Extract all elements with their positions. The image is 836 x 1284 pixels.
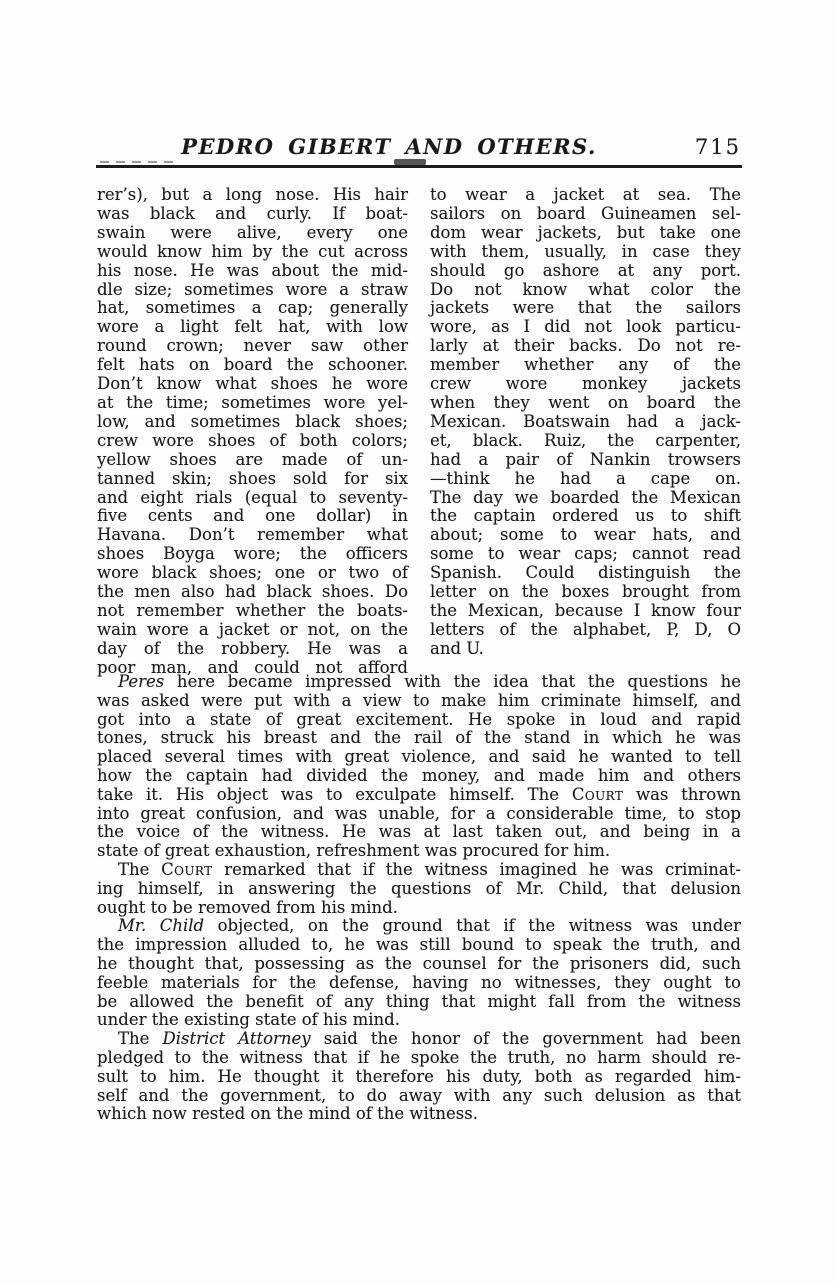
text-line — [430, 564, 741, 583]
text-line — [430, 413, 741, 432]
text-run: had a pair of Nankin trowsers — [430, 449, 741, 469]
text-run: feeble materials for the defense, having no witnesses, they ought to — [97, 972, 741, 992]
text-line — [97, 955, 741, 974]
text-run: tanned skin; shoes sold for six — [97, 468, 408, 488]
text-run: the Mexican, because I know four — [430, 600, 741, 620]
italic-text: District Attorney — [162, 1029, 311, 1049]
text-run: letter on the boxes brought from — [430, 582, 741, 602]
text-run: The — [118, 859, 162, 879]
text-run: would know him by the cut across — [97, 241, 408, 261]
text-line — [97, 583, 408, 602]
text-line — [97, 318, 408, 337]
text-line — [97, 974, 741, 993]
text-run: sailors on board Guineamen sel- — [430, 203, 741, 223]
text-run: sult to him. He thought it therefore his duty, both as regarded him- — [97, 1066, 741, 1086]
text-run: take it. His object was to exculpate himself. The — [97, 784, 572, 804]
text-line — [97, 262, 408, 281]
text-run: member whether any of the — [430, 355, 741, 375]
text-run: tones, struck his breast and the rail of the stand in which he was — [97, 728, 741, 748]
italic-text: Peres — [118, 672, 165, 691]
text-line — [430, 602, 741, 621]
text-run: pledged to the witness that if he spoke the truth, no harm should re- — [97, 1047, 741, 1067]
text-line — [97, 356, 408, 375]
text-run: how the captain had divided the money, and made him and others — [97, 765, 741, 785]
text-run: remarked that if the witness imagined he was criminat- — [212, 859, 741, 879]
text-run: got into a state of great excitement. He spoke in loud and rapid — [97, 709, 741, 729]
text-run: he thought that, possessing as the counsel for the prisoners did, such — [97, 953, 741, 973]
text-run: which now rested on the mind of the witness. — [97, 1104, 478, 1124]
body-paragraphs — [97, 673, 741, 1124]
text-run: wore, as I did not look particu- — [430, 317, 741, 337]
text-line — [430, 262, 741, 281]
smallcaps-text: Court — [571, 784, 624, 804]
header-rule — [96, 165, 742, 168]
text-line — [97, 564, 408, 583]
text-run: placed several times with great violence, and said he wanted to tell — [97, 747, 741, 767]
text-line — [430, 299, 741, 318]
text-run: self and the government, to do away with any such delusion as that — [97, 1085, 741, 1105]
text-run: his nose. He was about the mid- — [97, 260, 408, 280]
text-run: objected, on the ground that if the witness was under — [204, 916, 741, 936]
text-run: should go ashore at any port. — [430, 260, 741, 280]
text-run: Spanish. Could distinguish the — [430, 563, 741, 583]
text-run: under the existing state of his mind. — [97, 1010, 400, 1030]
text-line — [97, 748, 741, 767]
text-line — [97, 1068, 741, 1087]
text-run: some to wear caps; cannot read — [430, 544, 741, 564]
text-line — [97, 602, 408, 621]
text-line — [97, 451, 408, 470]
smallcaps-text: Court — [161, 859, 213, 879]
page-header — [97, 134, 741, 160]
text-line — [97, 1030, 741, 1049]
text-line — [97, 1105, 741, 1124]
text-run: poor man, and could not afford — [97, 657, 408, 677]
text-line — [97, 786, 741, 805]
text-line — [430, 526, 741, 545]
text-line — [97, 621, 408, 640]
text-line — [97, 375, 408, 394]
text-run: and eight rials (equal to seventy- — [97, 487, 408, 507]
text-run: was thrown — [623, 784, 741, 804]
text-run: —think he had a cape on. — [430, 468, 741, 488]
text-run: rer’s), but a long nose. His hair — [97, 185, 408, 204]
text-run: wain wore a jacket or not, on the — [97, 619, 408, 639]
text-run: crew wore monkey jackets — [430, 374, 741, 394]
text-line — [97, 805, 741, 824]
text-line — [430, 281, 741, 300]
text-run: to wear a jacket at sea. The — [430, 185, 741, 204]
text-line — [430, 318, 741, 337]
text-run: letters of the alphabet, P, D, O — [430, 619, 741, 639]
text-run: swain were alive, every one — [97, 222, 408, 242]
text-run: day of the robbery. He was a — [97, 638, 408, 658]
paragraph — [97, 917, 741, 1030]
text-line — [97, 243, 408, 262]
text-run: about; some to wear hats, and — [430, 525, 741, 545]
text-run: hat, sometimes a cap; generally — [97, 298, 408, 318]
text-run: with them, usually, in case they — [430, 241, 741, 261]
text-run: Do not know what color the — [430, 279, 741, 299]
text-run: dle size; sometimes wore a straw — [97, 279, 408, 299]
text-run: Havana. Don’t remember what — [97, 525, 408, 545]
text-line — [97, 526, 408, 545]
text-run: into great confusion, and was unable, for a considerable time, to stop — [97, 803, 741, 823]
paragraph — [97, 673, 741, 861]
text-line — [97, 224, 408, 243]
text-run: larly at their backs. Do not re- — [430, 336, 741, 356]
paragraph — [97, 861, 741, 917]
page-number: 715 — [694, 135, 741, 159]
text-line — [430, 451, 741, 470]
italic-text: Mr. Child — [118, 916, 205, 936]
text-line — [97, 692, 741, 711]
text-run: ought to be removed from his mind. — [97, 897, 398, 917]
text-line — [97, 936, 741, 955]
text-run: The day we boarded the Mexican — [430, 487, 741, 507]
text-line — [97, 711, 741, 730]
text-run: and U. — [430, 638, 484, 658]
text-line — [430, 640, 741, 659]
text-run: The — [118, 1029, 163, 1049]
paragraph — [97, 1030, 741, 1124]
text-line — [97, 489, 408, 508]
text-run: five cents and one dollar) in — [97, 506, 408, 526]
text-line — [430, 470, 741, 489]
text-line — [97, 673, 741, 692]
text-line — [97, 899, 741, 918]
text-line — [430, 205, 741, 224]
text-line — [430, 507, 741, 526]
text-line — [97, 842, 741, 861]
text-line — [97, 917, 741, 936]
left-column — [97, 186, 408, 678]
right-column — [430, 186, 741, 678]
text-run: Don’t know what shoes he wore — [97, 374, 408, 394]
text-line — [97, 186, 408, 205]
rule-ink-artifact — [100, 161, 180, 163]
text-run: et, black. Ruiz, the carpenter, — [430, 430, 741, 450]
text-line — [97, 767, 741, 786]
text-run: crew wore shoes of both colors; — [97, 430, 408, 450]
text-run: not remember whether the boats- — [97, 600, 408, 620]
text-run: wore a light felt hat, with low — [97, 317, 408, 337]
text-run: when they went on board the — [430, 392, 741, 412]
text-line — [430, 186, 741, 205]
text-run: the voice of the witness. He was at last taken out, and being in a — [97, 822, 741, 842]
text-line — [430, 375, 741, 394]
text-run: the impression alluded to, he was still bound to speak the truth, and — [97, 935, 741, 955]
text-run: the men also had black shoes. Do — [97, 582, 408, 602]
text-line — [430, 583, 741, 602]
text-line — [97, 432, 408, 451]
text-line — [97, 281, 408, 300]
text-line — [97, 507, 408, 526]
text-line — [430, 432, 741, 451]
text-run: state of great exhaustion, refreshment was procured for him. — [97, 841, 611, 861]
text-run: Mexican. Boatswain had a jack- — [430, 411, 741, 431]
text-run: ing himself, in answering the questions of Mr. Child, that delusion — [97, 878, 741, 898]
text-line — [97, 413, 408, 432]
text-run: felt hats on board the schooner. — [97, 355, 408, 375]
running-title: PEDRO GIBERT AND OTHERS. — [181, 134, 597, 159]
text-run: low, and sometimes black shoes; — [97, 411, 408, 431]
text-run: here became impressed with the idea that the questions he — [164, 672, 741, 691]
text-run: shoes Boyga wore; the officers — [97, 544, 408, 564]
text-line — [97, 729, 741, 748]
text-line — [97, 470, 408, 489]
text-line — [430, 545, 741, 564]
text-line — [430, 356, 741, 375]
text-run: be allowed the benefit of any thing that might fall from the witness — [97, 991, 741, 1011]
text-run: at the time; sometimes wore yel- — [97, 392, 408, 412]
text-line — [430, 243, 741, 262]
text-line — [97, 1049, 741, 1068]
text-line — [97, 861, 741, 880]
text-line — [97, 394, 408, 413]
text-line — [430, 394, 741, 413]
text-run: wore black shoes; one or two of — [97, 563, 408, 583]
text-line — [97, 993, 741, 1012]
testimony-columns — [97, 186, 741, 678]
text-line — [97, 1087, 741, 1106]
text-run: was asked were put with a view to make him criminate himself, and — [97, 690, 741, 710]
text-line — [97, 337, 408, 356]
text-run: was black and curly. If boat- — [97, 203, 408, 223]
text-line — [97, 823, 741, 842]
text-run: the captain ordered us to shift — [430, 506, 741, 526]
text-line — [97, 299, 408, 318]
text-run: dom wear jackets, but take one — [430, 222, 741, 242]
text-line — [97, 1011, 741, 1030]
text-line — [97, 545, 408, 564]
text-run: said the honor of the government had been — [310, 1029, 741, 1049]
text-run: jackets were that the sailors — [430, 298, 741, 318]
text-line — [97, 205, 408, 224]
text-line — [430, 621, 741, 640]
text-line — [97, 640, 408, 659]
text-line — [430, 224, 741, 243]
text-line — [430, 337, 741, 356]
text-line — [430, 489, 741, 508]
text-run: round crown; never saw other — [97, 336, 408, 356]
text-line — [97, 880, 741, 899]
text-run: yellow shoes are made of un- — [97, 449, 408, 469]
